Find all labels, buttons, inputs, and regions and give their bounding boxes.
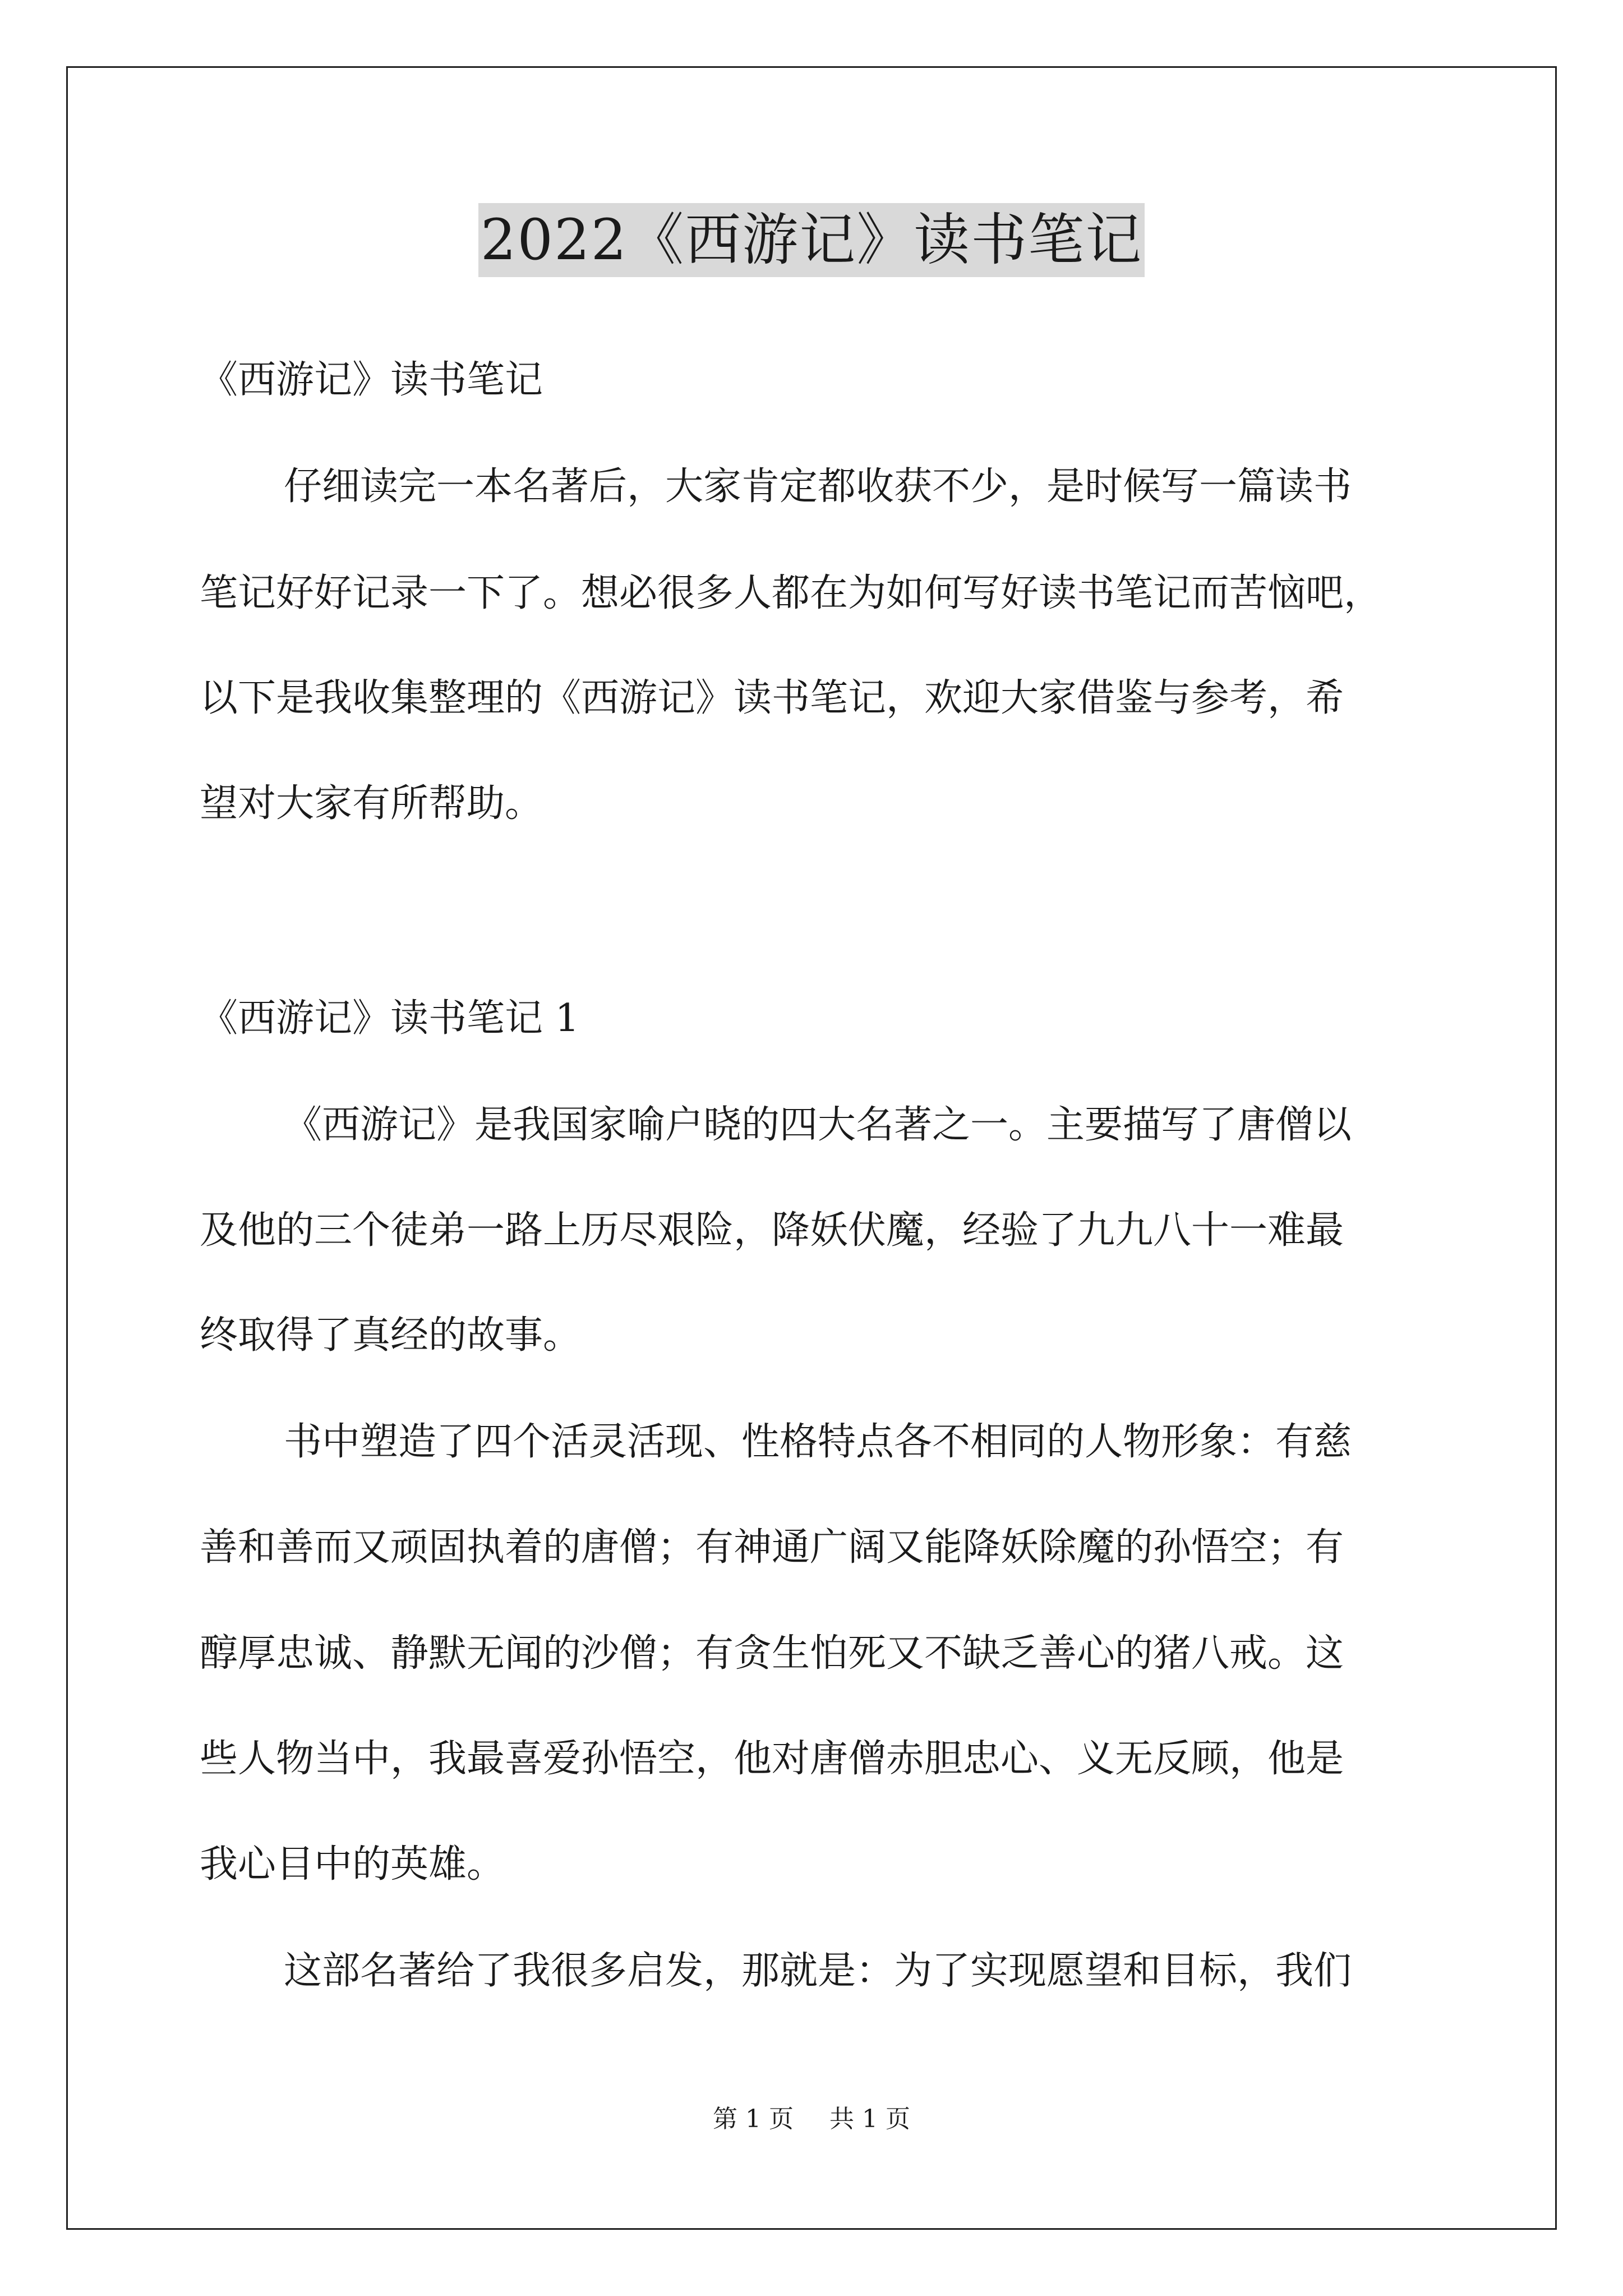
page-number-total: 共 1 页 [829, 2105, 910, 2133]
para1-line-2: 及他的三个徒弟一路上历尽艰险，降妖伏魔，经验了九九八十一难最 [200, 1208, 1344, 1253]
intro-line-2: 笔记好好记录一下了。想必很多人都在为如何写好读书笔记而苦恼吧， [200, 571, 1382, 615]
para3-line-1: 这部名著给了我很多启发，那就是：为了实现愿望和目标，我们 [284, 1949, 1352, 1993]
document-title: 2022《西游记》读书笔记 [478, 203, 1145, 277]
title-container [0, 203, 1623, 277]
para2-line-1: 书中塑造了四个活灵活现、性格特点各不相同的人物形象：有慈 [284, 1420, 1352, 1464]
para2-line-3: 醇厚忠诚、静默无闻的沙僧；有贪生怕死又不缺乏善心的猪八戒。这 [200, 1631, 1344, 1676]
para2-line-2: 善和善而又顽固执着的唐僧；有神通广阔又能降妖除魔的孙悟空；有 [200, 1525, 1344, 1570]
page-number-current: 第 1 页 [713, 2105, 794, 2133]
page-footer [0, 2102, 1623, 2136]
intro-line-3: 以下是我收集整理的《西游记》读书笔记，欢迎大家借鉴与参考，希 [200, 676, 1344, 720]
section-heading-1: 《西游记》读书笔记 1 [200, 996, 579, 1041]
section-heading: 《西游记》读书笔记 [200, 358, 543, 402]
para2-line-4: 些人物当中，我最喜爱孙悟空，他对唐僧赤胆忠心、义无反顾，他是 [200, 1737, 1344, 1781]
para1-line-3: 终取得了真经的故事。 [200, 1313, 582, 1358]
intro-line-4: 望对大家有所帮助。 [200, 781, 543, 826]
intro-line-1: 仔细读完一本名著后，大家肯定都收获不少，是时候写一篇读书 [284, 464, 1352, 509]
para1-line-1: 《西游记》是我国家喻户晓的四大名著之一。主要描写了唐僧以 [284, 1103, 1352, 1147]
para2-line-5: 我心目中的英雄。 [200, 1842, 505, 1887]
